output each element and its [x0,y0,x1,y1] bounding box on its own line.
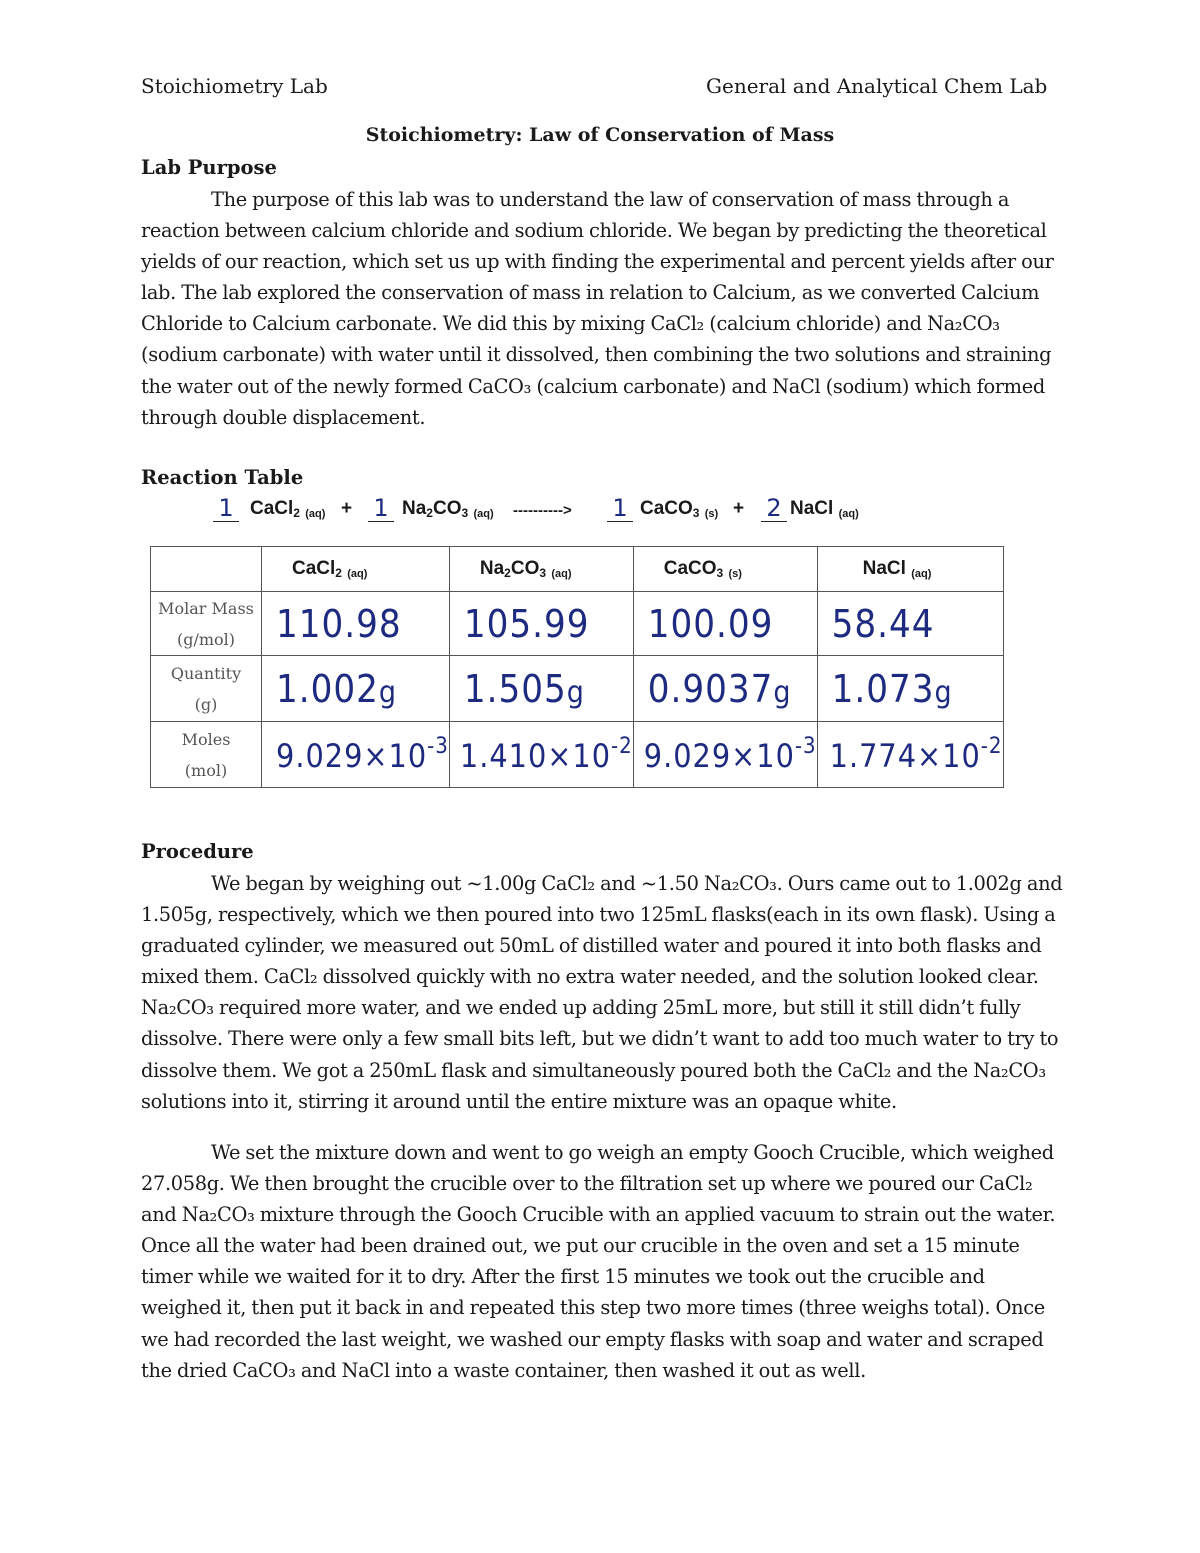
cell-quantity-cacl2: 1.002g [262,656,450,722]
product-caco3: CaCO$_3$ (s) [640,498,719,520]
cell-quantity-caco3: 0.9037g [633,656,817,722]
plus-sign-1: + [341,498,353,519]
cell-quantity-nacl: 1.073g [817,656,1003,722]
column-header-caco3: CaCO$_3$ (s) [633,547,817,592]
reactant-cacl2: CaCl$_2$ (aq) [250,498,326,520]
plus-sign-2: + [733,498,745,519]
table-corner-cell [151,547,262,592]
table-row-quantity [151,656,1004,722]
cell-molar-mass-cacl2: 110.98 [262,592,450,656]
procedure-paragraph-1: We began by weighing out ~1.00g CaCl₂ and ~1.50 Na₂CO₃. Ours came out to 1.002g and 1.505g, respectively, which we then poured into two 125mL flasks(each in its own flask). Using a graduated cylinder, we measured out 50mL of distilled water and poured it into both flasks and mixed them. CaCl₂ dissolved quickly with no extra water needed, and the solution looked clear. Na₂CO₃ required more water, and we ended up adding 25mL more, but still it still didn’t fully dissolve. There were only a few small bits left, but we didn’t want to add too much water to try to dissolve them. We got a 250mL flask and simultaneously poured both the CaCl₂ and the Na₂CO₃ solutions into it, stirring it around until the entire mixture was an opaque white. [141,872,1063,1113]
procedure-heading: Procedure [141,840,254,863]
reaction-arrow: ----------> [513,502,572,519]
row-label-quantity: Quantity (g) [151,656,262,722]
cell-moles-nacl: $1.774\times 10^{-2}$ [817,722,1003,788]
cell-molar-mass-caco3: 100.09 [633,592,817,656]
reaction-table-heading: Reaction Table [141,466,304,489]
table-header-row [151,547,1004,592]
lab-purpose-paragraph: The purpose of this lab was to understand the law of conservation of mass through a reaction between calcium chloride and sodium chloride. We began by predicting the theoretical yields of our reaction, which set us up with finding the experimental and percent yields after our lab. The lab explored the conservation of mass in relation to Calcium, as we converted Calcium Chloride to Calcium carbonate. We did this by mixing CaCl₂ (calcium chloride) and Na₂CO₃ (sodium carbonate) with water until it dissolved, then combining the two solutions and straining the water out of the newly formed CaCO₃ (calcium carbonate) and NaCl (sodium) which formed through double displacement. [141,188,1054,429]
procedure-paragraph-2: We set the mixture down and went to go weigh an empty Gooch Crucible, which weighed 27.058g. We then brought the crucible over to the filtration set up where we poured our CaCl₂ and Na₂CO₃ mixture through the Gooch Crucible with an applied vacuum to strain out the water. Once all the water had been drained out, we put our crucible in the oven and set a 15 minute timer while we waited for it to dry. After the first 15 minutes we took out the crucible and weighed it, then put it back in and repeated this step two more times (three weighs total). Once we had recorded the last weight, we washed our empty flasks with soap and water and scraped the dried CaCO₃ and NaCl into a waste container, then washed it out as well. [141,1141,1056,1382]
table-row-molar-mass [151,592,1004,656]
table-row-moles [151,722,1004,788]
row-label-molar-mass: Molar Mass (g/mol) [151,592,262,656]
coefficient-cacl2: 1 [213,494,239,522]
cell-moles-cacl2: $9.029\times 10^{-3}$ [262,722,450,788]
row-label-moles: Moles (mol) [151,722,262,788]
product-nacl: NaCl (aq) [790,498,859,520]
cell-molar-mass-na2co3: 105.99 [449,592,633,656]
column-header-nacl: NaCl (aq) [817,547,1003,592]
cell-quantity-na2co3: 1.505g [449,656,633,722]
document-title: Stoichiometry: Law of Conservation of Mass [365,124,835,146]
reactant-na2co3: $Na_2CO_3$ (aq) [402,498,494,520]
coefficient-nacl: 2 [761,494,787,522]
cell-moles-na2co3: $1.410\times 10^{-2}$ [449,722,633,788]
header-left: Stoichiometry Lab [141,74,328,98]
header-right: General and Analytical Chem Lab [706,74,1048,98]
column-header-na2co3: $Na_2CO_3$ (aq) [449,547,633,592]
cell-molar-mass-nacl: 58.44 [817,592,1003,656]
coefficient-na2co3: 1 [368,494,394,522]
reaction-table [150,546,1004,788]
lab-purpose-heading: Lab Purpose [141,156,277,179]
column-header-cacl2: CaCl$_2$ (aq) [262,547,450,592]
coefficient-caco3: 1 [607,494,633,522]
cell-moles-caco3: $9.029\times 10^{-3}$ [633,722,817,788]
